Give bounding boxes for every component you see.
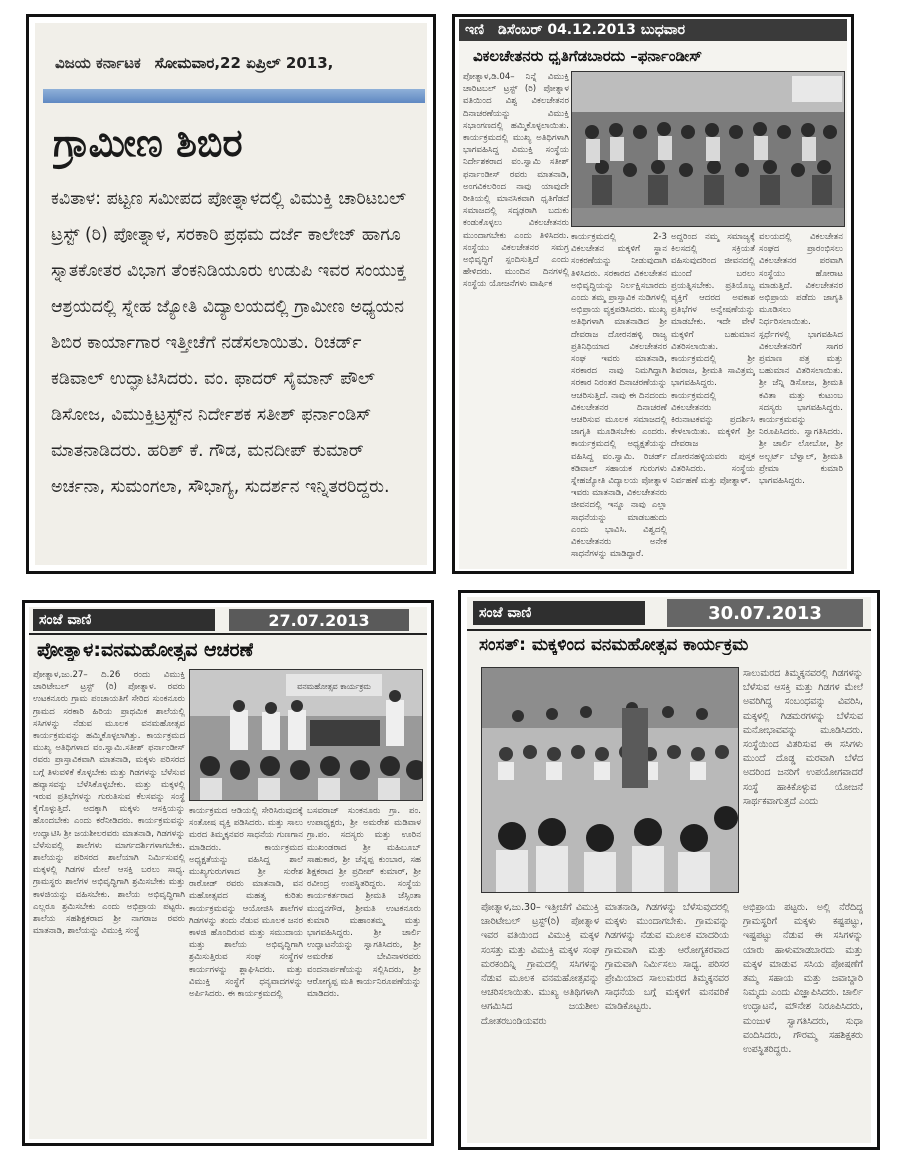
event-photo	[189, 669, 423, 801]
article-column-1: ಪೋತ್ನಾಳ,ಜು.30– ಇತ್ತೀಚೆಗೆ ವಿಮುಕ್ತಿ ಚಾರಿಟೇಬಲ್ ಟ್ರಸ್ಟ್(ರಿ) ಪೋತ್ನಾಳ ಇವರ ವತಿಯಿಂದ ವಿಮುಕ್ತಿ ಮಕ್ಕಳ ಸಂಸತ್ತು ಮತ್ತು ವಿಮುಕ್ತಿ ಮಕ್ಕಳ ಸಂಘ ಮರಕಂದಿನ್ನಿ ಗ್ರಾಮದಲ್ಲಿ ಸಸಿಗಳನ್ನು ನೆಡುವ ಮೂಲಕ ವನಮಹೋತ್ಸವನ್ನು ಆಚರಿಸಲಾಯಿತು. ಮುಖ್ಯ ಅತಿಥಿಗಳಾಗಿ ಆಗಮಿಸಿದ ಜಯಶೀಲ ದೋತರಬಂಡಿಯವರು	[481, 902, 599, 1027]
article-column-2: ಮಾತನಾಡಿ, ಗಿಡಗಳನ್ನು ಬೆಳೆಸುವುದರಲ್ಲಿ ಮಕ್ಕಳು ಮುಂದಾಗಬೇಕು. ಗ್ರಾಮವನ್ನು ಗಿಡಗಳನ್ನು ನೆಡುವ ಮೂಲಕ ಮಾದರಿಯ ಗ್ರಾಮವಾಗಿ ಮತ್ತು ಆರೋಗ್ಯಕರವಾದ ಗ್ರಾಮವಾಗಿ ನಿರ್ಮಿಸಲು ಸಾಧ್ಯ. ಪರಿಸರ ಪ್ರೇಮಿಯಾದ ಸಾಲುಮರದ ತಿಮ್ಮಕ್ಕನವರ ಸಾಧನೆಯ ಬಗ್ಗೆ ಮಕ್ಕಳಿಗೆ ಮನವರಿಕೆ ಮಾಡಿಕೊಟ್ಟರು.	[605, 902, 729, 1013]
clipping-sanje-vani-27-07	[22, 600, 434, 1146]
clipping-paper	[467, 597, 871, 1143]
issue-date: ಡಿಸೆಂಬರ್ 04.12.2013 ಬುಧವಾರ	[498, 22, 686, 38]
headline: ವಿಕಲಚೇತನರು ಧೃತಿಗೆಡಬಾರದು –ಫರ್ನಾಂಡೀಸ್	[473, 47, 703, 65]
article-column-4: ವಲಯದಲ್ಲಿ ವಿಕಲಚೇತನ ಸಂಘದ ಪ್ರಾರಂಭಿಸಲು ವಿಕಲಚೇತನರ ಪರವಾಗಿ ಸಂಸ್ಥೆಯು ಹೋರಾಟ ಮಾಡುತ್ತಿದೆ. ವಿಕಲಚೇತನರ ಅಭಿಪ್ರಾಯ ಪಡೆದು ಜಾಗೃತಿ ಮೂಡಿಸಲು ನಿರ್ಧರಿಸಲಾಯಿತು. ಸ್ಪರ್ಧೆಗಳಲ್ಲಿ ಭಾಗವಹಿಸಿದ ವಿಕಲಚೇತನರಿಗೆ ಸಾಗರ ಪ್ರಮಾಣ ಪತ್ರ ಮತ್ತು ಬಹುಮಾನ ವಿತರಿಸಲಾಯಿತು. ಶ್ರೀ ಜೆನ್ನಿ ಡಿಸೋಜ, ಶ್ರೀಮತಿ ಕವಿತಾ ಮತ್ತು ಕುಟುಂಬ ಸದಸ್ಯರು ಭಾಗವಹಿಸಿದ್ದರು. ಕಾರ್ಯಕ್ರಮವನ್ನು ನಿರೂಪಿಸಿದರು. ಸ್ವಾಗತಿಸಿದರು. ಶ್ರೀ ಚಾರ್ಲಿ ಲೋಬೋ, ಶ್ರೀ ಅಲ್ಬರ್ಟ್ ಬೆಳ್ವಾಲ್, ಶ್ರೀಮತಿ ಪ್ರೇಮಾ ಕುಮಾರಿ ಭಾಗವಹಿಸಿದ್ದರು.	[759, 232, 843, 487]
date-box	[667, 599, 863, 627]
date-box	[229, 609, 409, 631]
article-column-3: ಅಭಿಪ್ರಾಯ ಪಟ್ಟರು. ಅಲ್ಲಿ ನೆರೆದಿದ್ದ ಗ್ರಾಮಸ್ಥರಿಗೆ ಮಕ್ಕಳು ಕಷ್ಟಪಟ್ಟು, ಇಷ್ಟಪಟ್ಟು ನೆಡುವ ಈ ಸಸಿಗಳನ್ನು ಯಾರು ಹಾಳುಮಾಡಬಾರದು ಮತ್ತು ಮಕ್ಕಳ ಮಾಡುವ ಸಸಿಯ ಪೋಷಣೆಗೆ ತಮ್ಮ ಸಹಾಯ ಮತ್ತು ಜವಾಬ್ದಾರಿ ನಿಮ್ಮದು ಎಂದು ವಿಜ್ಞಾಪಿಸಿದರು. ಚಾರ್ಲಿ ಉದ್ಘಾಟನೆ, ಮೌನೇಶ ನಿರೂಪಿಸಿದರು, ಮಂಜುಳ ಸ್ವಾಗತಿಸಿದರು, ಸುಧಾ ವಂದಿಸಿದರು, ಗೌರಮ್ಮ ಸಹಶಿಕ್ಷಕರು ಉಪಸ್ಥಿತರಿದ್ದರು.	[743, 902, 863, 1056]
article-column-3: ಬಸವರಾಜ್ ಸುಂಕನೂರು ಗ್ರಾ. ಪಂ. ಉಪಾಧ್ಯಕ್ಷರು, ಶ್ರೀ ಅಮರೇಶ ಮಡಿವಾಳ ಗ್ರಾ.ಪಂ. ಸದಸ್ಯರು ಮತ್ತು ಊರಿನ ಮುಖಂಡರಾದ ಶ್ರೀ ಮಹಿಬೂಬ್ ಸಾಹುಕಾರ, ಶ್ರೀ ಚೆನ್ನಪ್ಪ ಕುಂಬಾರ, ಸಹ ಶಿಕ್ಷಕರಾದ ಶ್ರೀ ಪ್ರದೀಪ್ ಕುಮಾರ್, ಶ್ರೀ ರವೀಂದ್ರ ಉಪಸ್ಥಿತರಿದ್ದರು. ಸಂಸ್ಥೆಯ ಕಾರ್ಯಕರ್ತರಾದ ಶ್ರೀಮತಿ ಜೆಸ್ಸಿಂತಾ ಮುದ್ದನಗೌಡ, ಶ್ರೀಮತಿ ಉಟಕನೂರು ಕುಮಾರಿ ಮಹಾಂತಮ್ಮ ಮತ್ತು ಭಾಗವಹಿಸಿದ್ದರು. ಶ್ರೀ ಚಾರ್ಲಿ ಉದ್ಘಾಟನೆಯನ್ನು ಸ್ವಾಗತಿಸಿದರು, ಶ್ರೀ ಅಮರೇಶ ಬೇವಿನಾಳರವರು ವಂದನಾರ್ಪಣೆಯನ್ನು ಸಲ್ಲಿಸಿದರು, ಶ್ರೀ ಆರೋಗ್ಯಪ್ಪ ಮತಿ ಕಾರ್ಯನಿರೂಪಣೆಯನ್ನು ಮಾಡಿದರು.	[307, 806, 421, 1000]
headline: ಪೋತ್ನಾಳ:ವನಮಹೋತ್ಸವ ಆಚರಣೆ	[37, 639, 254, 661]
article-side-column: ಸಾಲುಮರದ ತಿಮ್ಮಕ್ಕನವರಲ್ಲಿ ಗಿಡಗಳನ್ನು ಬೆಳೆಸುವ ಆಸಕ್ತಿ ಮತ್ತು ಗಿಡಗಳ ಮೇಲೆ ಅವರಿಗಿದ್ದ ಸಂಬಂಧವನ್ನು ವಿವರಿಸಿ, ಮಕ್ಕಳಲ್ಲಿ ಗಿಡಮರಗಳನ್ನು ಬೆಳೆಸುವ ಮನೋಭಾವವನ್ನು ಮೂಡಿಸಿದರು. ಸಂಸ್ಥೆಯಿಂದ ವಿತರಿಸುವ ಈ ಸಸಿಗಳು ಮುಂದೆ ದೊಡ್ಡ ಮರವಾಗಿ ಬೆಳೆದ ಅದರಿಂದ ಜನರಿಗೆ ಉಪಯೋಗವಾದರೆ ಸಂಸ್ಥೆ ಹಾಕಿಕೊಳ್ಳುವ ಯೋಜನೆ ಸಾರ್ಥಕವಾಗುತ್ತದೆ ಎಂದು	[743, 668, 863, 807]
clipping-paper	[35, 23, 427, 565]
issue-date: ಸೋಮವಾರ,22 ಏಪ್ರಿಲ್ 2013,	[154, 54, 334, 72]
masthead-rule	[467, 629, 871, 631]
masthead	[33, 609, 215, 631]
clipping-december-article	[452, 14, 854, 574]
article-column-1: ಪೋತ್ನಾಳ,ಜು.27– ದಿ.26 ರಂದು ವಿಮುಕ್ತಿ ಚಾರಿಟೇಬಲ್ ಟ್ರಸ್ಟ್ (ರಿ) ಪೋತ್ನಾಳ. ರವರು ಉಟಕನೂರು ಗ್ರಾಮ ಪಂಚಾಯತಿಗೆ ಸೇರಿದ ಸುಂಕನೂರು ಗ್ರಾಮದ ಸರಕಾರಿ ಹಿರಿಯ ಪ್ರಾಥಮಿಕ ಶಾಲೆಯಲ್ಲಿ ಸಸಿಗಳನ್ನು ನೆಡುವ ಮೂಲಕ ವನಮಹೋತ್ಸವ ಕಾರ್ಯಕ್ರಮವನ್ನು ಹಮ್ಮಿಕೊಳ್ಳಲಾಗಿತ್ತು. ಕಾರ್ಯಕ್ರಮದ ಮುಖ್ಯ ಅತಿಥಿಗಳಾದ ವಂ.ಸ್ವಾಮಿ.ಸತೀಶ್ ಫರ್ನಾಂಡೀಸ್ ರವರು ಪ್ರಾಸ್ತಾವಿಕವಾಗಿ ಮಾತನಾಡಿ, ಮಕ್ಕಳು ಪರಿಸರದ ಬಗ್ಗೆ ತಿಳುವಳಿಕೆ ಕೊಳ್ಳಬೇಕು ಮತ್ತು ಗಿಡಗಳನ್ನು ಬೆಳೆಸುವ ಹವ್ಯಾಸವನ್ನು ಬೆಳೆಸಿಕೊಳ್ಳಬೇಕು. ಮತ್ತು ಮಕ್ಕಳಲ್ಲಿ ಇರುವ ಪ್ರತಿಭೆಗಳನ್ನು ಗುರುತಿಸುವ ಕೆಲಸವನ್ನು ಸಂಸ್ಥೆ ಕೈಗೊಳ್ಳುತ್ತಿದೆ. ಅದಕ್ಕಾಗಿ ಮಕ್ಕಳು ಆಸಕ್ತಿಯನ್ನು ಹೊಂದಬೇಕು ಎಂದು ಕರೆನೀಡಿದರು. ಕಾರ್ಯಕ್ರಮವನ್ನು ಉದ್ಘಾಟಿಸಿ ಶ್ರೀ ಜಯಶೀಲರವರು ಮಾತನಾಡಿ, ಗಿಡಗಳನ್ನು ಬೆಳೆಸುವಲ್ಲಿ ಶಾಲೆಗಳು ಮಾರ್ಗದರ್ಶಿಗಳಾಗಬೇಕು. ಶಾಲೆಯನ್ನು ಪರಿಸರದ ಶಾಲೆಯಾಗಿ ನಿರ್ಮಿಸುವಲ್ಲಿ ಮಕ್ಕಳಲ್ಲಿ ಗಿಡಗಳ ಮೇಲೆ ಆಸಕ್ತಿ ಬರಲು ಸಾಧ್ಯ. ಗ್ರಾಮಸ್ಥರು ಶಾಲೆಗಳ ಅಭಿವೃದ್ಧಿಗಾಗಿ ಶ್ರಮಿಸಬೇಕು ಮತ್ತು ಕಾಳಜಿಯನ್ನು ವಹಿಸಬೇಕು. ಶಾಲೆಯ ಅಭಿವೃದ್ಧಿಗಾಗಿ ಎಲ್ಲರೂ ಶ್ರಮಿಸಬೇಕು ಎಂದು ಅಭಿಪ್ರಾಯ ಪಟ್ಟರು. ಶಾಲೆಯ ಸಹಶಿಕ್ಷಕರಾದ ಶ್ರೀ ನಾಗರಾಜ ರವರು ಮಾತನಾಡಿ, ಶಾಲೆಯನ್ನು ವಿಮುಕ್ತಿ ಸಂಸ್ಥೆ	[33, 670, 185, 937]
headline: ಗ್ರಾಮೀಣ ಶಿಬಿರ	[53, 121, 243, 165]
headline: ಸಂಸತ್: ಮಕ್ಕಳಿಂದ ವನಮಹೋತ್ಸವ ಕಾರ್ಯಕ್ರಮ	[479, 635, 749, 655]
masthead	[55, 43, 425, 83]
issue-date: 30.07.2013	[708, 602, 822, 624]
group-photo	[571, 71, 845, 227]
children-outdoor-photo	[481, 667, 739, 893]
group-photo-image	[572, 72, 844, 226]
article-column-3: ಅದ್ದರಿಂದ ನಮ್ಮ ಸಮಾಜ್ಯಕ್ಕೆ ಕಿಲಸದಲ್ಲಿ ಸಕ್ರಿಯತೆ ವಹಿಸುವುದರಿಂದ ಜೀವನದಲ್ಲಿ ಮುಂದೆ ಬರಲು ಪ್ರಯತ್ನಿಸಬೇಕು. ಪ್ರತಿಯೊಬ್ಬ ವ್ಯಕ್ತಿಗೆ ಆದರದ ಅವಕಾಶ ಪ್ರತಿಭೆಗಳ ಅನ್ವೇಷಣೆಯನ್ನು ಮಾಡಬೇಕು. ಇದೇ ವೇಳೆ ಮಕ್ಕಳಿಗೆ ಬಹುಮಾನ ವಿತರಿಸಲಾಯಿತು. ಕಾರ್ಯಕ್ರಮದಲ್ಲಿ ಶ್ರೀ ಶಿವರಾಜ, ಶ್ರೀಮತಿ ಸಾವಿತ್ರಮ್ಮ ಭಾಗವಹಿಸಿದ್ದರು. ಕಾರ್ಯಕ್ರಮದಲ್ಲಿ ವಿಕಲಚೇತನರು ಕಿರುನಾಟಕವನ್ನು ಪ್ರದರ್ಶಿಸಿ ಕೇಳಲಾಯಿತು. ಮಕ್ಕಳಿಗೆ ಶ್ರೀ ದೇವರಾಜ ದೋರನಹಳ್ಳಿಯವರು ಪುಸ್ತಕ ವಿತರಿಸಿದರು. ಸಂಸ್ಥೆಯ ನಿರ್ವಹಣೆ ಮತ್ತು ಪೋತ್ನಾಳ್.	[671, 232, 755, 487]
newspaper-name: ಸಂಜೆ ವಾಣಿ	[479, 605, 532, 621]
clipping-paper	[29, 607, 427, 1139]
masthead	[473, 601, 645, 625]
clipping-sanje-vani-30-07	[458, 590, 880, 1150]
clipping-vijaya-karnataka	[26, 14, 436, 574]
children-outdoor-photo-image	[482, 668, 738, 892]
masthead-rule	[43, 89, 425, 103]
article-column-1: ಪೋತ್ನಾಳ,ಡಿ.04– ನಿನ್ನೆ ವಿಮುಕ್ತಿ ಚಾರಿಟಬಲ್ ಟ್ರಸ್ಟ್ (ರಿ) ಪೋತ್ನಾಳ ವತಿಯಿಂದ ವಿಶ್ವ ವಿಕಲಚೇತನರ ದಿನಾಚರಣೆಯನ್ನು ವಿಮುಕ್ತಿ ಸಭಾಂಗಣದಲ್ಲಿ ಹಮ್ಮಿಕೊಳ್ಳಲಾಯಿತು. ಕಾರ್ಯಕ್ರಮದಲ್ಲಿ ಮುಖ್ಯ ಅತಿಥಿಗಳಾಗಿ ಭಾಗವಹಿಸಿದ್ದ ವಿಮುಕ್ತಿ ಸಂಸ್ಥೆಯ ನಿರ್ದೇಶಕರಾದ ವಂ.ಸ್ವಾಮಿ ಸತೀಶ್ ಫರ್ನಾಂಡೀಸ್ ರವರು ಮಾತನಾಡಿ, ಅಂಗವಿಕಲರಿಂದ ನಾವು ಯಾವುದೇ ರೀತಿಯಲ್ಲಿ ಮಾನಸಿಕವಾಗಿ ಧೃತಿಗೆಡದೆ ಸಮಾಜದಲ್ಲಿ ಸದೃಢರಾಗಿ ಬದುಕು ಕಂಡುಕೊಳ್ಳಲು ವಿಕಲಚೇತನರು ಮುಂದಾಗಬೇಕು ಎಂದು ತಿಳಿಸಿದರು. ಸಂಸ್ಥೆಯು ವಿಕಲಚೇತನರ ಸಮಗ್ರ ಅಭಿವೃದ್ಧಿಗೆ ಸ್ಪಂದಿಸುತ್ತಿದೆ ಎಂದು ಹೇಳಿದರು. ಮುಂದಿನ ದಿನಗಳಲ್ಲಿ ಸಂಸ್ಥೆಯ ಯೋಜನೆಗಳು ವಾರ್ಷಿಕ	[463, 72, 569, 290]
article-column-2: ಕಾರ್ಯಕ್ರಮದ ಆಡಿಯಲ್ಲಿ ಸೇರಿಸಿರುವುದಕ್ಕೆ ಸಂತೋಷ ವ್ಯಕ್ತಿ ಪಡಿಸಿದರು. ಮತ್ತು ಸಾಲು ಮರದ ತಿಮ್ಮಕ್ಕನವರ ಸಾಧನೆಯ ಗುಣಗಾನ ಮಾಡಿದರು. ಕಾರ್ಯಕ್ರಮದ ಅಧ್ಯಕ್ಷತೆಯನ್ನು ವಹಿಸಿದ್ದ ಶಾಲೆ ಮುಖ್ಯಗುರುಗಳಾದ ಶ್ರೀ ಸುರೇಶ ರಾಠೋಡ್ ರವರು ಮಾತನಾಡಿ, ವನ ಮಹೋತ್ಸವದ ಮಹತ್ವ ಕುರಿತು ಕಾರ್ಯಕ್ರಮವನ್ನು ಆಯೋಜಿಸಿ ಶಾಲೆಗಳ ಗಿಡಗಳನ್ನು ತಂದು ನೆಡುವ ಮೂಲಕ ಜನರ ಕಾಳಜಿ ಹೊಂದಿರುವ ಮತ್ತು ಸಮುದಾಯ ಮತ್ತು ಶಾಲೆಯ ಅಭಿವೃದ್ಧಿಗಾಗಿ ಶ್ರಮಿಸುತ್ತಿರುವ ಸಂಘ ಸಂಸ್ಥೆಗಳ ಕಾರ್ಯಗಳನ್ನು ಶ್ಲಾಘಿಸಿದರು. ಮತ್ತು ವಿಮುಕ್ತಿ ಸಂಸ್ಥೆಗೆ ಧನ್ಯವಾದಗಳನ್ನು ಅರ್ಪಿಸಿದರು. ಈ ಕಾರ್ಯಕ್ರಮದಲ್ಲಿ	[189, 806, 303, 1000]
newspaper-name: ಸಂಜೆ ವಾಣಿ	[39, 612, 92, 628]
article-body: ಕವಿತಾಳ: ಪಟ್ಟಣ ಸಮೀಪದ ಪೋತ್ನಾಳದಲ್ಲಿ ವಿಮುಕ್ತಿ ಚಾರಿಟಬಲ್ ಟ್ರಸ್ಟ್ (ರಿ) ಪೋತ್ನಾಳ, ಸರಕಾರಿ ಪ್ರಥಮ ದರ್ಜೆ ಕಾಲೇಜ್ ಹಾಗೂ ಸ್ನಾತಕೋತರ ವಿಭಾಗ ತೆಂಕನಿಡಿಯೂರು ಉಡುಪಿ ಇವರ ಸಂಯುಕ್ತ ಆಶ್ರಯದಲ್ಲಿ ಸ್ನೇಹ ಜ್ಯೋತಿ ವಿದ್ಯಾಲಯದಲ್ಲಿ ಗ್ರಾಮೀಣ ಅಧ್ಯಯನ ಶಿಬಿರ ಕಾರ್ಯಾಗಾರ ಇತ್ತೀಚೆಗೆ ನಡೆಸಲಾಯಿತು. ರಿಚರ್ಡ್ ಕಡಿವಾಲ್ ಉದ್ಘಾಟಿಸಿದರು. ವಂ. ಫಾದರ್ ಸೈಮಾನ್ ಪೌಲ್ ಡಿಸೋಜ, ವಿಮುಕ್ತಿಟ್ರಸ್ಟ್‌ನ ನಿರ್ದೇಶಕ ಸತೀಶ್ ಫರ್ನಾಂಡಿಸ್ ಮಾತನಾಡಿದರು. ಹರಿಶ್ ಕೆ. ಗೌಡ, ಮನದೀಪ್ ಕುಮಾರ್ ಅರ್ಚನಾ, ಸುಮಂಗಲಾ, ಸೌಭಾಗ್ಯ, ಸುದರ್ಶನ ಇನ್ನಿತರರಿದ್ದರು.	[51, 189, 406, 497]
event-photo-image	[190, 670, 422, 800]
newspaper-name: ಇಣಿ	[465, 22, 485, 38]
clipping-paper	[459, 19, 847, 569]
masthead	[465, 20, 685, 40]
article-column-2: ಕಾರ್ಯಕ್ರಮದಲ್ಲಿ 2-3 ವಿಕಲಚೇತನ ಮಕ್ಕಳಿಗೆ ಸ್ಥಾನ ಸಂಕರಣೆಯನ್ನು ನೀಡುವುದಾಗಿ ತಿಳಿಸಿದರು. ಸರಕಾರದ ವಿಕಲಚೇತನ ಅಭಿವೃದ್ಧಿಯನ್ನು ನಿರ್ಲಕ್ಷಿಸಬಾರದು ಎಂದು ತಮ್ಮ ಪ್ರಾಸ್ತಾವಿಕ ನುಡಿಗಳಲ್ಲಿ ಅಭಿಪ್ರಾಯ ವ್ಯಕ್ತಪಡಿಸಿದರು. ಮುಖ್ಯ ಅತಿಥಿಗಳಾಗಿ ಮಾತನಾಡಿದ ಶ್ರೀ ದೇವರಾಜ ದೋರನಹಳ್ಳಿ ರಾಜ್ಯ ಪ್ರತಿನಿಧಿಯಾದ ವಿಕಲಚೇತನರ ಸಂಘ ಇವರು ಮಾತನಾಡಿ, ಸರಕಾರದ ನಾವು ನಿಮಗಿದ್ದಾಗಿ ಸರಕಾರ ನಿರಂತರ ದಿನಾಚರಣೆಯನ್ನು ಆಚರಿಸುತ್ತಿದೆ. ನಾವು ಈ ದಿನದಂದು ವಿಕಲಚೇತನರ ದಿನಾಚರಣೆ ಆಚರಿಸುವ ಮೂಲಕ ಸಮಾಜದಲ್ಲಿ ಜಾಗೃತಿ ಮೂಡಿಸಬೇಕು ಎಂದರು. ಕಾರ್ಯಕ್ರಮದಲ್ಲಿ ಅಧ್ಯಕ್ಷತೆಯನ್ನು ವಹಿಸಿದ್ದ ವಂ.ಸ್ವಾಮಿ. ರಿಚರ್ಡ್ ಕಡಿವಾಲ್ ಸಹಾಯಕ ಗುರುಗಳು ಸ್ನೇಹಜ್ಯೋತಿ ವಿದ್ಯಾಲಯ ಪೋತ್ನಾಳ ಇವರು ಮಾತನಾಡಿ, ವಿಕಲಚೇತನರು ಜೀವನದಲ್ಲಿ ಇನ್ನೂ ನಾವು ಎಲ್ಲಾ ಸಾಧನೆಯನ್ನು ಮಾಡಬಹುದು ಎಂದು ಭಾವಿಸಿ. ವಿಶ್ವದಲ್ಲಿ ವಿಕಲಚೇತನರು ಅನೇಕ ಸಾಧನೆಗಳನ್ನು ಮಾಡಿದ್ದಾರೆ.	[571, 232, 667, 560]
issue-date: 27.07.2013	[268, 610, 370, 630]
banner-text: ವನಮಹೋತ್ಸವ ಕಾರ್ಯಕ್ರಮ	[297, 682, 371, 691]
newspaper-name: ವಿಜಯ ಕರ್ನಾಟಕ	[55, 54, 141, 72]
